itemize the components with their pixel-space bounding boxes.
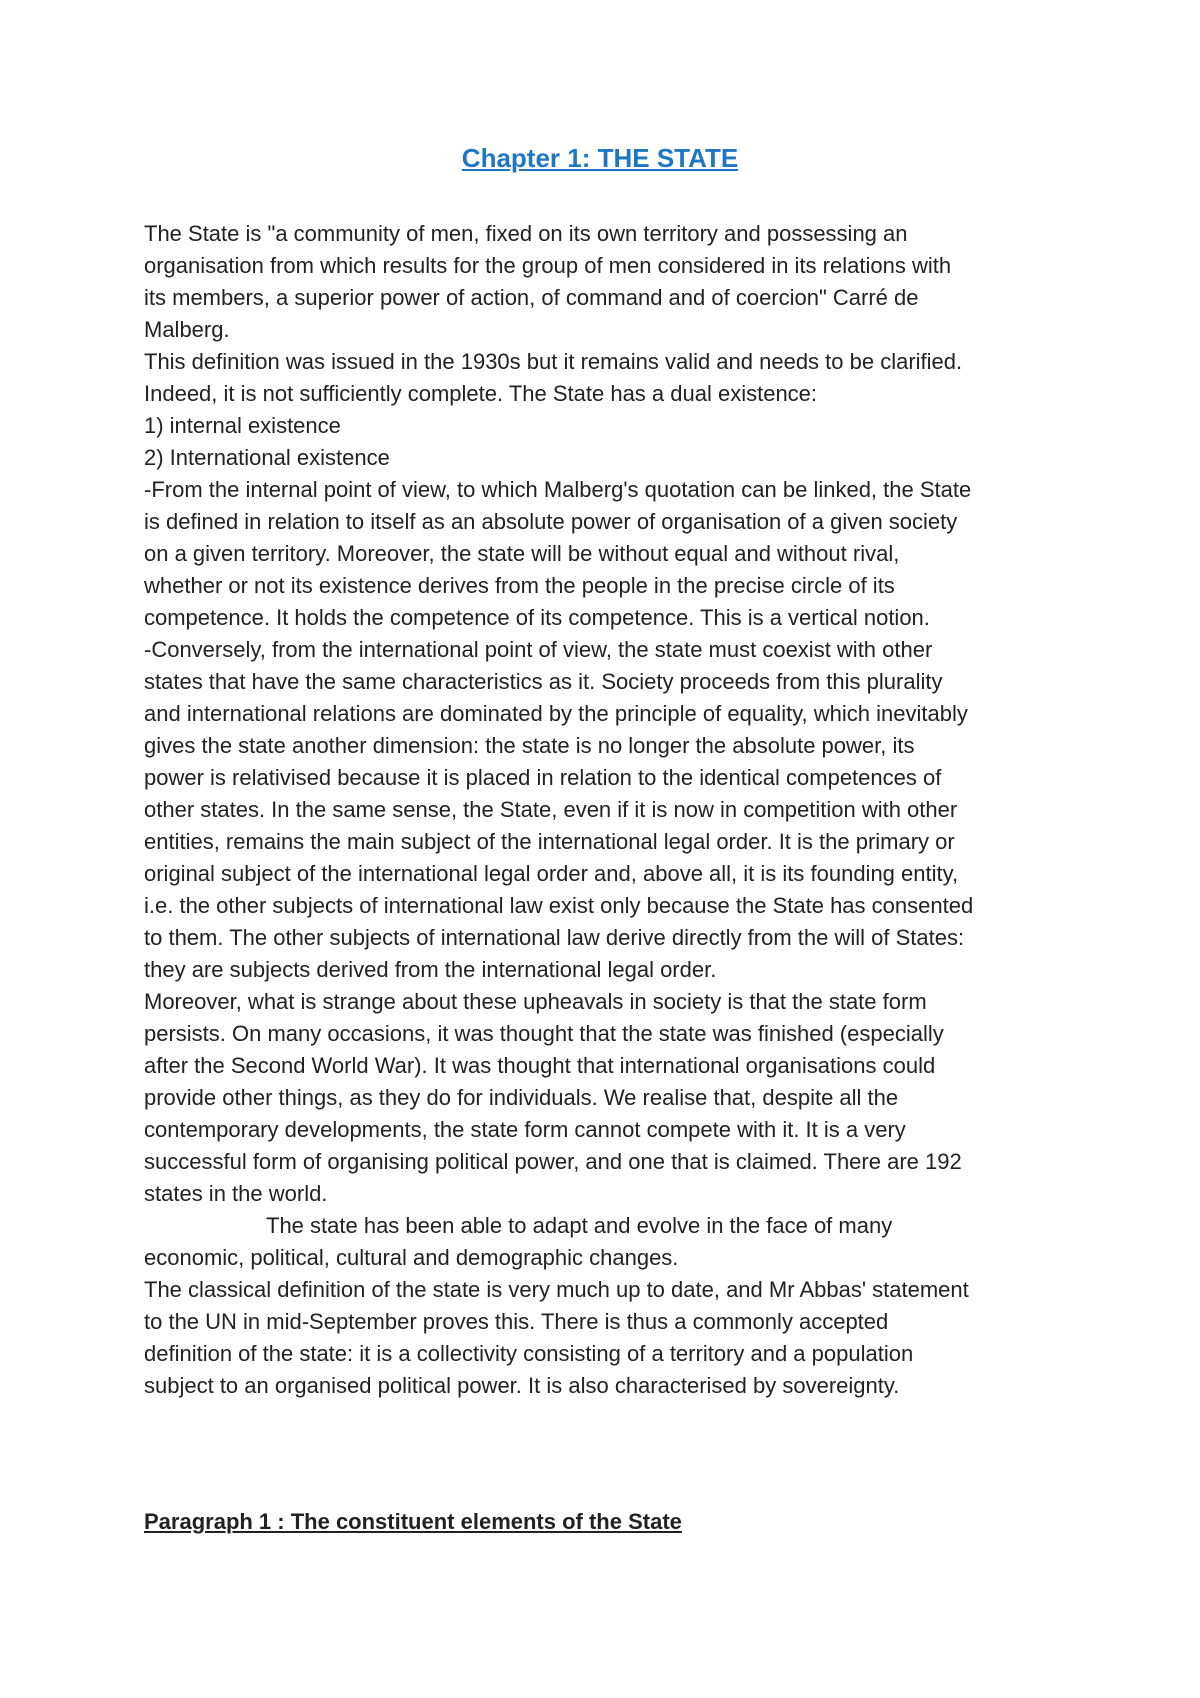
body-line: organisation from which results for the group of men considered in its relations with [144,253,952,278]
body-line: economic, political, cultural and demographic changes. [144,1245,679,1270]
body-line: Indeed, it is not sufficiently complete. The State has a dual existence: [144,381,818,406]
body-line: they are subjects derived from the international legal order. [144,957,717,982]
body-line: to the UN in mid-September proves this. There is thus a commonly accepted [144,1309,889,1334]
body-line: states that have the same characteristics as it. Society proceeds from this plurality [144,669,943,694]
body-line: -From the internal point of view, to which Malberg's quotation can be linked, the State [144,477,972,502]
body-line: subject to an organised political power. It is also characterised by sovereignty. [144,1373,900,1398]
body-line: power is relativised because it is placed in relation to the identical competences of [144,765,942,790]
body-line: its members, a superior power of action, of command and of coercion" Carré de [144,285,919,310]
body-line: -Conversely, from the international point of view, the state must coexist with other [144,637,933,662]
body-line: The State is "a community of men, fixed on its own territory and possessing an [144,221,908,246]
body-line: on a given territory. Moreover, the state will be without equal and without rival, [144,541,900,566]
body-line: successful form of organising political power, and one that is claimed. There are 192 [144,1149,962,1174]
body-line-indented: The state has been able to adapt and evolve in the face of many [266,1213,893,1238]
body-line: contemporary developments, the state form cannot compete with it. It is a very [144,1117,906,1142]
body-line: whether or not its existence derives from the people in the precise circle of its [144,573,895,598]
body-line: i.e. the other subjects of international law exist only because the State has consented [144,893,974,918]
body-line: competence. It holds the competence of its competence. This is a vertical notion. [144,605,930,630]
body-line: definition of the state: it is a collectivity consisting of a territory and a population [144,1341,914,1366]
body-line: provide other things, as they do for individuals. We realise that, despite all the [144,1085,899,1110]
section-heading: Paragraph 1 : The constituent elements of the State [144,1509,682,1534]
body-line: gives the state another dimension: the state is no longer the absolute power, its [144,733,915,758]
body-line: to them. The other subjects of international law derive directly from the will of States: [144,925,965,950]
body-line: 2) International existence [144,445,390,470]
body-line: Malberg. [144,317,230,342]
body-line: entities, remains the main subject of the international legal order. It is the primary or [144,829,955,854]
body-line: is defined in relation to itself as an absolute power of organisation of a given society [144,509,958,534]
body-line: persists. On many occasions, it was thought that the state was finished (especially [144,1021,944,1046]
body-line: This definition was issued in the 1930s but it remains valid and needs to be clarified. [144,349,963,374]
body-line: Moreover, what is strange about these upheavals in society is that the state form [144,989,927,1014]
body-line: original subject of the international legal order and, above all, it is its founding entity, [144,861,959,886]
document-body [144,218,1074,1402]
body-line: other states. In the same sense, the State, even if it is now in competition with other [144,797,958,822]
body-line: The classical definition of the state is very much up to date, and Mr Abbas' statement [144,1277,969,1302]
body-line: 1) internal existence [144,413,341,438]
body-line: after the Second World War). It was thought that international organisations could [144,1053,936,1078]
body-line: and international relations are dominated by the principle of equality, which inevitably [144,701,968,726]
body-line: states in the world. [144,1181,328,1206]
chapter-title: Chapter 1: THE STATE [461,143,739,173]
